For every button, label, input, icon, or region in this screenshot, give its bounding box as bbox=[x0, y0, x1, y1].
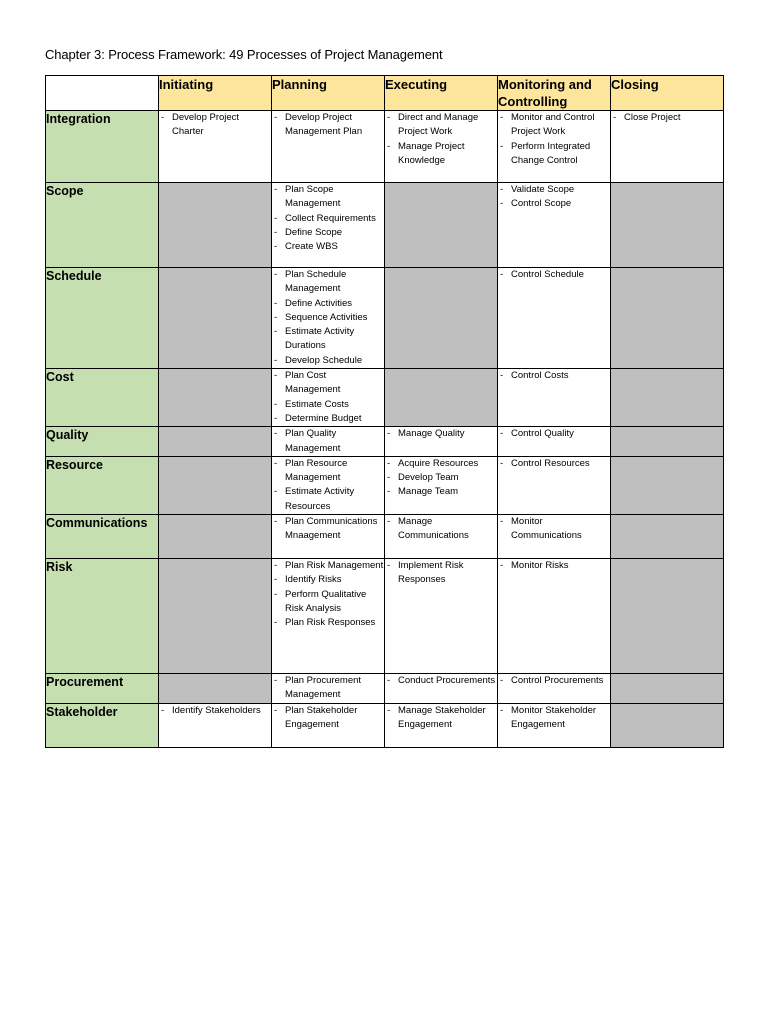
process-list bbox=[272, 111, 384, 140]
process-cell-planning bbox=[272, 515, 385, 559]
process-list bbox=[498, 111, 610, 168]
process-item: - Develop Project Charter bbox=[159, 111, 271, 140]
process-item: - Estimate Activity Durations bbox=[272, 325, 384, 354]
process-item: - Estimate Activity Resources bbox=[272, 485, 384, 514]
table-row bbox=[46, 559, 724, 674]
process-item: - Create WBS bbox=[272, 240, 384, 254]
process-item: - Control Quality bbox=[498, 427, 610, 441]
process-list bbox=[498, 457, 610, 471]
process-list bbox=[498, 674, 610, 688]
process-list bbox=[498, 559, 610, 573]
process-cell-monitoring bbox=[498, 369, 611, 427]
process-item: - Manage Stakeholder Engagement bbox=[385, 704, 497, 733]
process-item: - Direct and Manage Project Work bbox=[385, 111, 497, 140]
process-item: - Monitor Stakeholder Engagement bbox=[498, 704, 610, 733]
process-list bbox=[385, 457, 497, 500]
process-item: - Perform Qualitative Risk Analysis bbox=[272, 588, 384, 617]
process-list bbox=[498, 369, 610, 383]
empty-cell-initiating bbox=[159, 456, 272, 514]
process-item: - Close Project bbox=[611, 111, 723, 125]
process-list bbox=[272, 457, 384, 514]
process-item: - Develop Team bbox=[385, 471, 497, 485]
process-cell-initiating bbox=[159, 703, 272, 747]
empty-cell-initiating bbox=[159, 369, 272, 427]
empty-cell-closing bbox=[611, 427, 724, 457]
table-row bbox=[46, 456, 724, 514]
process-cell-planning bbox=[272, 559, 385, 674]
process-item: - Manage Team bbox=[385, 485, 497, 499]
knowledge-area-label: Risk bbox=[46, 559, 159, 674]
process-item: - Sequence Activities bbox=[272, 311, 384, 325]
empty-cell-closing bbox=[611, 515, 724, 559]
process-item: - Plan Resource Management bbox=[272, 457, 384, 486]
table-row bbox=[46, 111, 724, 183]
process-cell-monitoring bbox=[498, 515, 611, 559]
process-item: - Acquire Resources bbox=[385, 457, 497, 471]
process-item: - Manage Project Knowledge bbox=[385, 140, 497, 169]
empty-cell-closing bbox=[611, 369, 724, 427]
process-list bbox=[498, 183, 610, 212]
process-cell-initiating bbox=[159, 111, 272, 183]
empty-cell-initiating bbox=[159, 268, 272, 369]
column-header-executing: Executing bbox=[385, 76, 498, 111]
empty-cell-closing bbox=[611, 456, 724, 514]
knowledge-area-label: Procurement bbox=[46, 674, 159, 704]
process-item: - Develop Schedule bbox=[272, 354, 384, 368]
process-item: - Monitor Communications bbox=[498, 515, 610, 544]
empty-cell-closing bbox=[611, 703, 724, 747]
empty-cell-closing bbox=[611, 559, 724, 674]
process-list bbox=[159, 111, 271, 140]
process-cell-monitoring bbox=[498, 111, 611, 183]
process-cell-executing bbox=[385, 456, 498, 514]
process-item: - Validate Scope bbox=[498, 183, 610, 197]
process-cell-monitoring bbox=[498, 427, 611, 457]
process-item: - Develop Project Management Plan bbox=[272, 111, 384, 140]
process-cell-monitoring bbox=[498, 268, 611, 369]
empty-cell-closing bbox=[611, 674, 724, 704]
process-item: - Plan Cost Management bbox=[272, 369, 384, 398]
process-item: - Monitor Risks bbox=[498, 559, 610, 573]
knowledge-area-label: Resource bbox=[46, 456, 159, 514]
process-item: - Control Costs bbox=[498, 369, 610, 383]
process-item: - Plan Scope Management bbox=[272, 183, 384, 212]
knowledge-area-label: Schedule bbox=[46, 268, 159, 369]
process-item: - Perform Integrated Change Control bbox=[498, 140, 610, 169]
process-cell-planning bbox=[272, 183, 385, 268]
process-list bbox=[272, 183, 384, 254]
empty-cell-executing bbox=[385, 183, 498, 268]
process-cell-monitoring bbox=[498, 183, 611, 268]
process-cell-executing bbox=[385, 674, 498, 704]
empty-cell-initiating bbox=[159, 183, 272, 268]
process-item: - Control Resources bbox=[498, 457, 610, 471]
process-cell-executing bbox=[385, 427, 498, 457]
table-row bbox=[46, 268, 724, 369]
process-item: - Plan Stakeholder Engagement bbox=[272, 704, 384, 733]
process-item: - Define Activities bbox=[272, 297, 384, 311]
process-framework-table bbox=[45, 75, 724, 748]
process-item: - Estimate Costs bbox=[272, 398, 384, 412]
process-list bbox=[498, 515, 610, 544]
process-list bbox=[385, 704, 497, 733]
process-item: - Plan Risk Management bbox=[272, 559, 384, 573]
empty-cell-initiating bbox=[159, 515, 272, 559]
process-item: - Control Schedule bbox=[498, 268, 610, 282]
process-cell-closing bbox=[611, 111, 724, 183]
process-item: - Identify Risks bbox=[272, 573, 384, 587]
process-item: - Plan Procurement Management bbox=[272, 674, 384, 703]
process-list bbox=[272, 704, 384, 733]
process-item: - Monitor and Control Project Work bbox=[498, 111, 610, 140]
table-row bbox=[46, 369, 724, 427]
process-list bbox=[498, 427, 610, 441]
process-item: - Manage Communications bbox=[385, 515, 497, 544]
table-row bbox=[46, 183, 724, 268]
process-item: - Implement Risk Responses bbox=[385, 559, 497, 588]
knowledge-area-label: Integration bbox=[46, 111, 159, 183]
knowledge-area-label: Cost bbox=[46, 369, 159, 427]
process-list bbox=[272, 515, 384, 544]
process-list bbox=[498, 704, 610, 733]
process-list bbox=[272, 268, 384, 368]
process-item: - Plan Risk Responses bbox=[272, 616, 384, 630]
process-cell-executing bbox=[385, 703, 498, 747]
process-item: - Plan Quality Management bbox=[272, 427, 384, 456]
document-title: Chapter 3: Process Framework: 49 Processes of Project Management bbox=[45, 47, 443, 62]
column-header-monitoring-and-controlling: Monitoring and Controlling bbox=[498, 76, 611, 111]
process-cell-executing bbox=[385, 111, 498, 183]
process-item: - Manage Quality bbox=[385, 427, 497, 441]
process-cell-executing bbox=[385, 559, 498, 674]
process-cell-monitoring bbox=[498, 559, 611, 674]
process-list bbox=[272, 674, 384, 703]
process-cell-monitoring bbox=[498, 456, 611, 514]
empty-cell-closing bbox=[611, 183, 724, 268]
process-item: - Control Scope bbox=[498, 197, 610, 211]
process-list bbox=[272, 559, 384, 630]
process-cell-planning bbox=[272, 674, 385, 704]
process-item: - Collect Requirements bbox=[272, 212, 384, 226]
process-cell-planning bbox=[272, 703, 385, 747]
process-list bbox=[272, 427, 384, 456]
process-list bbox=[385, 515, 497, 544]
process-list bbox=[611, 111, 723, 125]
process-item: - Define Scope bbox=[272, 226, 384, 240]
process-cell-planning bbox=[272, 111, 385, 183]
empty-cell-initiating bbox=[159, 427, 272, 457]
process-list bbox=[385, 674, 497, 688]
process-cell-planning bbox=[272, 369, 385, 427]
process-list bbox=[159, 704, 271, 718]
knowledge-area-label: Quality bbox=[46, 427, 159, 457]
process-cell-monitoring bbox=[498, 703, 611, 747]
process-cell-monitoring bbox=[498, 674, 611, 704]
empty-cell-executing bbox=[385, 369, 498, 427]
knowledge-area-label: Communications bbox=[46, 515, 159, 559]
column-header-planning: Planning bbox=[272, 76, 385, 111]
process-item: - Plan Communications Mnaagement bbox=[272, 515, 384, 544]
header-row bbox=[46, 76, 724, 111]
process-list bbox=[498, 268, 610, 282]
table-row bbox=[46, 515, 724, 559]
process-cell-planning bbox=[272, 268, 385, 369]
column-header-closing: Closing bbox=[611, 76, 724, 111]
process-item: - Identify Stakeholders bbox=[159, 704, 271, 718]
empty-cell-executing bbox=[385, 268, 498, 369]
process-cell-planning bbox=[272, 427, 385, 457]
knowledge-area-label: Scope bbox=[46, 183, 159, 268]
process-list bbox=[385, 559, 497, 588]
process-item: - Conduct Procurements bbox=[385, 674, 497, 688]
process-item: - Plan Schedule Management bbox=[272, 268, 384, 297]
table-row bbox=[46, 427, 724, 457]
process-list bbox=[272, 369, 384, 426]
table-row bbox=[46, 674, 724, 704]
process-list bbox=[385, 111, 497, 168]
column-header-initiating: Initiating bbox=[159, 76, 272, 111]
process-cell-executing bbox=[385, 515, 498, 559]
empty-cell-initiating bbox=[159, 674, 272, 704]
empty-cell-closing bbox=[611, 268, 724, 369]
process-item: - Control Procurements bbox=[498, 674, 610, 688]
process-item: - Determine Budget bbox=[272, 412, 384, 426]
knowledge-area-label: Stakeholder bbox=[46, 703, 159, 747]
empty-cell-initiating bbox=[159, 559, 272, 674]
process-cell-planning bbox=[272, 456, 385, 514]
process-list bbox=[385, 427, 497, 441]
table-row bbox=[46, 703, 724, 747]
corner-cell bbox=[46, 76, 159, 111]
